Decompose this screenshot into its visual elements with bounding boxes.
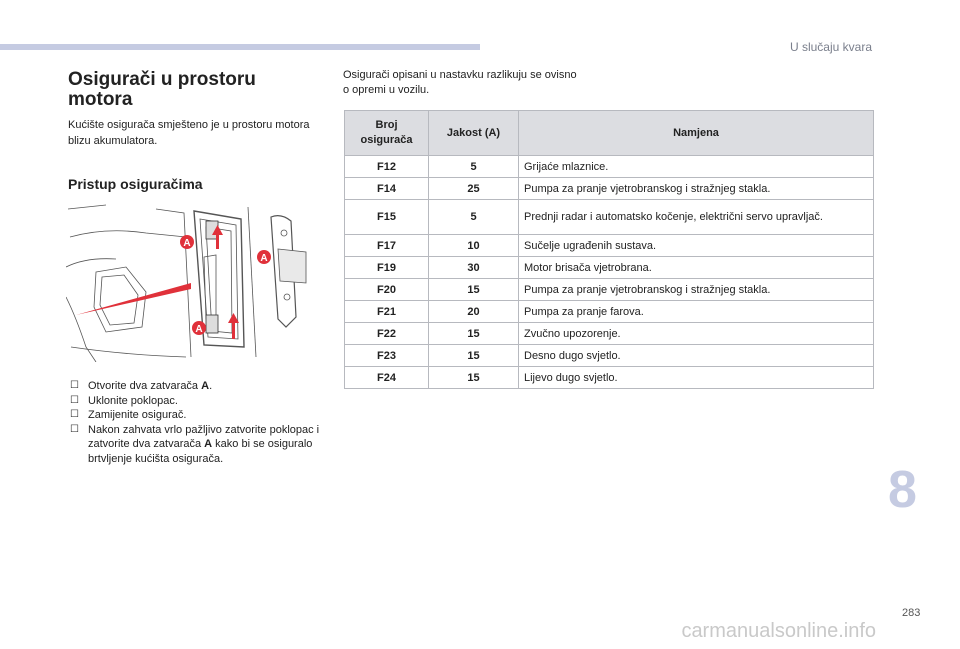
watermark: carmanualsonline.info — [681, 620, 876, 642]
bullet-icon: ☐ — [70, 394, 79, 406]
fuse-box-diagram — [66, 197, 332, 362]
fuse-purpose: Lijevo dugo svjetlo. — [519, 367, 874, 389]
table-row — [345, 257, 874, 279]
fuse-number: F22 — [345, 323, 429, 345]
step-item: ☐ Nakon zahvata vrlo pažljivo zatvorite poklopac i zatvorite dva zatvarača A kako bi se osiguralo brtvljenje kućišta osigurača. — [70, 423, 320, 465]
section-color-bar — [0, 44, 480, 50]
table-row — [345, 367, 874, 389]
header-amps: Jakost (A) — [429, 111, 519, 156]
table-row — [345, 178, 874, 200]
fuse-purpose: Motor brisača vjetrobrana. — [519, 257, 874, 279]
fuse-purpose: Sučelje ugrađenih sustava. — [519, 235, 874, 257]
bullet-icon: ☐ — [70, 409, 79, 420]
fuse-purpose: Pumpa za pranje vjetrobranskog i stražnjeg stakla. — [519, 279, 874, 301]
fuse-number: F14 — [345, 178, 429, 200]
fuse-purpose: Pumpa za pranje vjetrobranskog i stražnjeg stakla. — [519, 178, 874, 200]
fuse-amps: 30 — [429, 257, 519, 279]
table-row — [345, 301, 874, 323]
table-header-row — [345, 111, 874, 156]
fuse-number: F21 — [345, 301, 429, 323]
table-row — [345, 235, 874, 257]
step-item: ☐ Zamijenite osigurač. — [70, 409, 187, 421]
fuse-table — [344, 110, 874, 389]
fuse-amps: 15 — [429, 345, 519, 367]
fuse-purpose: Grijaće mlaznice. — [519, 156, 874, 178]
fuse-number: F19 — [345, 257, 429, 279]
marker-a-right — [257, 250, 271, 264]
header-purpose: Namjena — [519, 111, 874, 156]
fuse-number: F17 — [345, 235, 429, 257]
fuse-amps: 25 — [429, 178, 519, 200]
fuse-number: F15 — [345, 200, 429, 235]
fuse-purpose: Desno dugo svjetlo. — [519, 345, 874, 367]
table-intro: Osigurači opisani u nastavku razlikuju se ovisno o opremi u vozilu. — [343, 69, 577, 96]
marker-a-top — [180, 235, 194, 249]
fuse-amps: 15 — [429, 323, 519, 345]
svg-text:A: A — [183, 238, 191, 249]
section-header: U slučaju kvara — [789, 40, 872, 54]
svg-text:A: A — [195, 324, 203, 335]
fuse-number: F20 — [345, 279, 429, 301]
fuse-amps: 15 — [429, 279, 519, 301]
table-row — [345, 200, 874, 235]
chapter-number: 8 — [888, 461, 917, 519]
fuse-amps: 10 — [429, 235, 519, 257]
table-row — [345, 323, 874, 345]
step-item: ☐ Uklonite poklopac. — [70, 394, 178, 407]
fuse-amps: 15 — [429, 367, 519, 389]
table-row — [345, 345, 874, 367]
step-item: ☐ Otvorite dva zatvarača A. — [70, 380, 213, 392]
access-subtitle: Pristup osiguračima — [68, 176, 203, 192]
header-number: Broj osigurača — [345, 111, 429, 156]
fuse-purpose: Zvučno upozorenje. — [519, 323, 874, 345]
fuse-purpose: Prednji radar i automatsko kočenje, električni servo upravljač. — [519, 200, 874, 235]
fuse-number: F24 — [345, 367, 429, 389]
intro-text: Kućište osigurača smješteno je u prostoru motora blizu akumulatora. — [68, 119, 310, 147]
svg-text:A: A — [260, 253, 268, 264]
fuse-purpose: Pumpa za pranje farova. — [519, 301, 874, 323]
bullet-icon: ☐ — [70, 380, 79, 391]
table-row — [345, 156, 874, 178]
fuse-number: F23 — [345, 345, 429, 367]
marker-a-bottom — [192, 321, 206, 335]
fuse-amps: 5 — [429, 200, 519, 235]
table-row — [345, 279, 874, 301]
access-steps — [70, 379, 332, 466]
page-number: 283 — [902, 607, 921, 619]
page-title: Osigurači u prostoru motora — [68, 69, 256, 110]
bullet-icon: ☐ — [70, 423, 79, 435]
fuse-amps: 20 — [429, 301, 519, 323]
fuse-amps: 5 — [429, 156, 519, 178]
fuse-number: F12 — [345, 156, 429, 178]
